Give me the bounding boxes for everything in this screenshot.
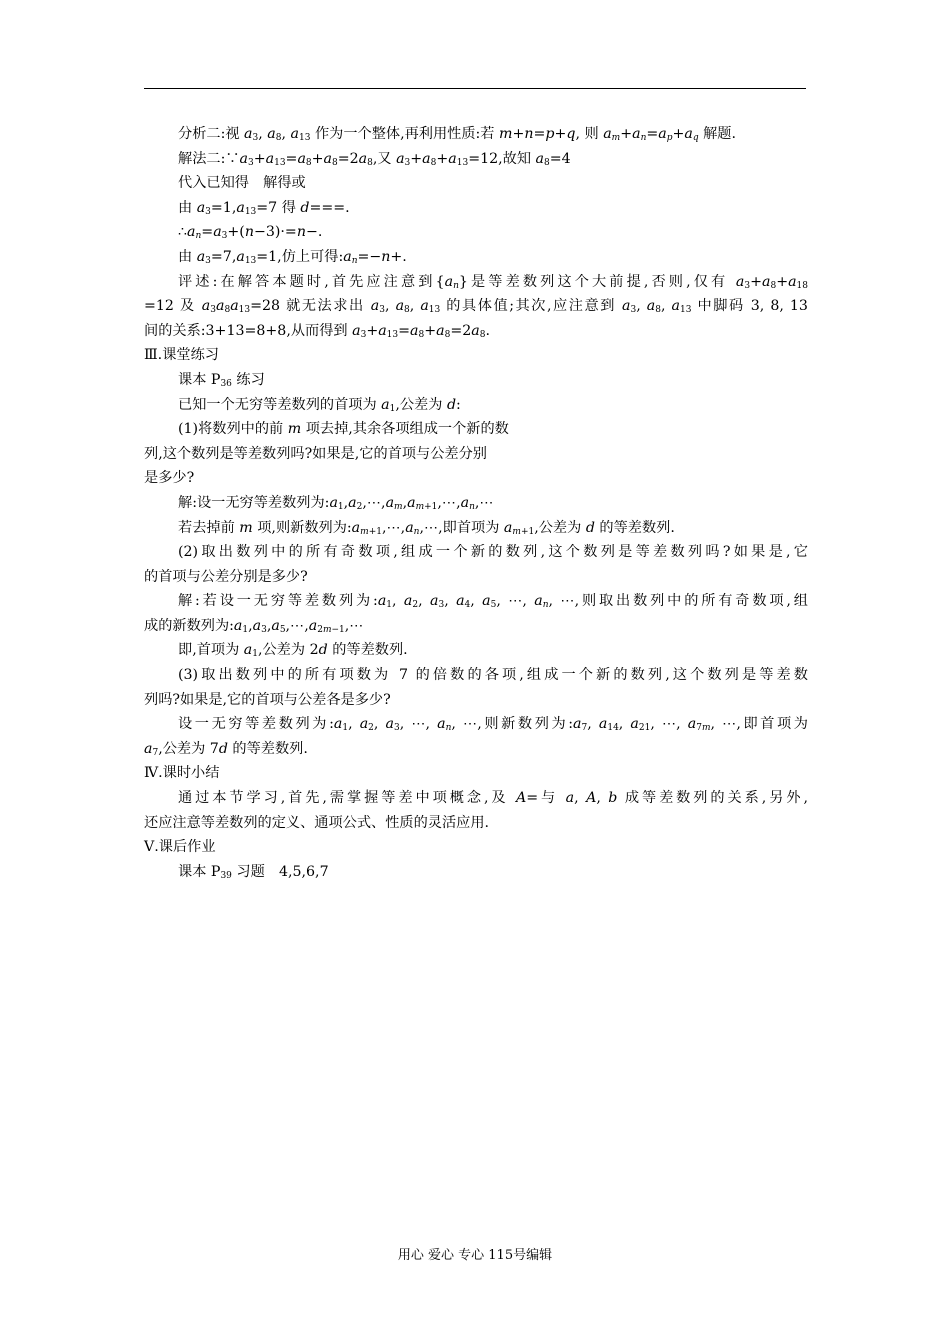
text-line-a2b: 成的新数列为$:a_1,a_3,a_5,\cdots,a_{2m-1},\cdots$ (144, 617, 364, 635)
text-line-q2b: 的首项与公差分别是多少? (144, 568, 308, 585)
text-line-a1a: 解:设一无穷等差数列为$:a_1,a_2,\cdots,a_m,a_{m+1},\cdots,a_n,\cdots$ (178, 494, 494, 512)
text-line-p1: 课本 $P_{36}$ 练习 (178, 371, 265, 389)
text-line-q1a: (1)将数列中的前 m 项去掉,其余各项组成一个新的数 (178, 421, 509, 438)
text-line-hw: 课本 $P_{39}$ 习题 4,5,6,7 (178, 863, 329, 881)
text-line-a1b: 若去掉前 m 项,则新数列为$:a_{m+1},\cdots,a_n,\cdots$,即首项为 $a_{m+1}$,公差为 d 的等差数列. (178, 519, 675, 537)
text-line-q2a: (2)取出数列中的所有奇数项,组成一个新的数列,这个数列是等差数列吗?如果是,它 (178, 544, 808, 561)
text-line-r1: 评述:在解答本题时,首先应注意到$\{a_n\}$是等差数列这个大前提,否则,仅有 $a_3+a_8+a_{18}$ (178, 273, 808, 291)
text-line-sum2: 还应注意等差数列的定义、通项公式、性质的灵活应用. (144, 814, 490, 831)
text-line-s3: 代入已知得 解得或 (178, 175, 306, 192)
text-line-a3a: 设一无穷等差数列为$:a_1$, $a_2$, $a_3$, ⋯, $a_n$, ⋯,则新数列为$:a_7$, $a_{14}$, $a_{21}$, ⋯, $a_{7m}$, ⋯,即首项为 (178, 716, 808, 734)
text-line-q1b: 列,这个数列是等差数列吗?如果是,它的首项与公差分别 (144, 445, 487, 462)
text-line-sum1: 通过本节学习,首先,需掌握等差中项概念,及 A=与 a, A, b 成等差数列的关系,另外, (178, 790, 808, 807)
text-line-p2: 已知一个无穷等差数列的首项为 $a_1$,公差为 d: (178, 396, 461, 414)
text-line-q1c: 是多少? (144, 470, 195, 487)
text-line-h5: Ⅴ.课后作业 (144, 839, 216, 856)
text-line-q3b: 列吗?如果是,它的首项与公差各是多少? (144, 691, 391, 708)
text-line-r3: 间的关系:3+13=8+8,从而得到 $a_3+a_{13}=a_8+a_8=2a_8$. (144, 322, 490, 340)
document-body (144, 122, 808, 884)
text-line-a2a: 解:若设一无穷等差数列为$:a_1$, $a_2$, $a_3$, $a_4$, $a_5$, ⋯, $a_n$, ⋯,则取出数列中的所有奇数项,组 (178, 593, 808, 611)
text-line-a3b: $a_7$,公差为 7d 的等差数列. (144, 740, 308, 758)
text-line-s2: 解法二$:\because a_3+a_{13}=a_8+a_8=2a_8$,又 $a_3+a_8+a_{13}=12$,故知 $a_8=4$ (178, 150, 571, 168)
text-line-r2: =12 及 $a_3a_8a_{13}=28$ 就无法求出 $a_3$, $a_8$, $a_{13}$ 的具体值;其次,应注意到 $a_3$, $a_8$, $a_{13}$ 中脚码 3, 8, 13 (144, 298, 808, 316)
text-line-h4: Ⅳ.课时小结 (144, 765, 220, 782)
text-line-s5: $\therefore a_n=a_3+(n-3)\cdot=n-$. (178, 224, 323, 242)
text-line-s4: 由 $a_3=1,a_{13}=7$ 得 d===. (178, 199, 350, 217)
text-line-h3: Ⅲ.课堂练习 (144, 347, 219, 364)
header-rule (144, 88, 806, 89)
text-line-s6: 由 $a_3=7,a_{13}=1$,仿上可得$:a_n=-n+$. (178, 248, 407, 266)
text-line-a2c: 即,首项为 $a_1$,公差为 2d 的等差数列. (178, 642, 408, 660)
page-footer: 用心 爱心 专心 115号编辑 (397, 1248, 553, 1263)
text-line-q3a: (3)取出数列中的所有项数为 7 的倍数的各项,组成一个新的数列,这个数列是等差数 (178, 667, 808, 684)
text-line-a2: 分析二:视 $a_3$, $a_8$, $a_{13}$ 作为一个整体,再利用性质:若 m+n=p+q, 则 $a_m+a_n=a_p+a_q$ 解题. (178, 126, 737, 143)
